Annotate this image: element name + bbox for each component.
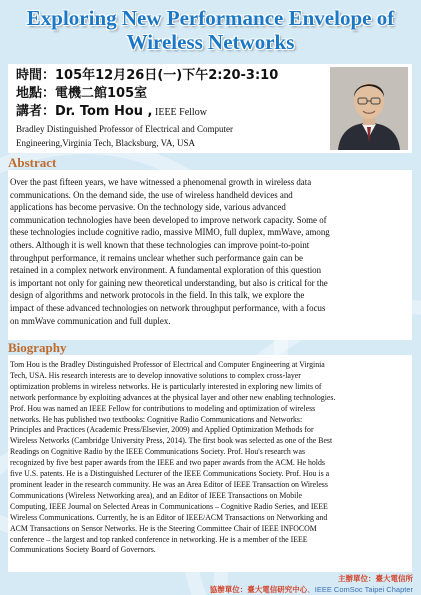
abstract-line: design of algorithms and network protocols in the field. In this talk, we explore the — [10, 290, 305, 301]
footer-organizer: 主辦單位：臺大電信所 — [338, 574, 413, 583]
page-title — [0, 6, 421, 54]
abstract-line: retained in a complex network environment. A fundamental exploration of this question — [10, 265, 322, 276]
biography-line: Tom Hou is the Bradley Distinguished Professor of Electrical and Computer Engineering at Virginia — [10, 360, 325, 369]
biography-line: Communications Society Board of Governors. — [10, 545, 156, 555]
biography-line: Readings on Cognitive Radio by the IEEE Communications Society. Prof. Hou's research was — [10, 447, 305, 457]
abstract-text — [10, 176, 408, 327]
biography-line: recognized by five best paper awards from the IEEE and two paper awards from the ACM. He holds — [10, 458, 325, 468]
speaker-photo — [330, 67, 408, 150]
talk-speaker — [16, 103, 207, 121]
abstract-line: communication technologies have been developed to improve network capacity. Some of — [10, 214, 327, 225]
abstract-line: is important not only for gaining new theoretical understanding, but also is critical for the — [10, 277, 328, 288]
abstract-heading: Abstract — [8, 155, 57, 170]
abstract-line: communications. On the demand side, the use of wireless handheld devices and — [10, 189, 293, 200]
biography-line: Communications (Wireless Networking area), and an Editor of IEEE Transactions on Mobile — [10, 490, 303, 500]
title-line-1: Exploring New Performance Envelope of — [26, 6, 395, 30]
talk-time: 時間：105年12月26日(一)下午2:20-3:10 — [16, 68, 279, 83]
talk-info-panel — [8, 64, 412, 153]
biography-line: network performance by exploiting advances at the physical layer and other new enabling technologies. — [10, 392, 336, 402]
abstract-line: on mmWave communication and full duplex. — [10, 315, 171, 326]
co-organizer-en: 、IEEE ComSoc Taipei Chapter — [307, 585, 413, 594]
biography-line: ACM Transactions on Sensor Networks. He is the Steering Committee Chair of IEEE INFOCOM — [10, 523, 317, 533]
talk-place: 地點：電機二館105室 — [16, 86, 148, 101]
speaker-name: 講者：Dr. Tom Hou , — [16, 104, 153, 119]
co-organizer-zh: 協辦單位：臺大電信研究中心 — [209, 585, 308, 594]
footer-co-organizer — [210, 584, 413, 595]
speaker-affiliation-1: Bradley Distinguished Professor of Electrical and Computer — [16, 124, 233, 134]
abstract-line: impact of these advanced technologies on network throughput performance, with a focus — [10, 302, 326, 313]
speaker-affiliation-2: Engineering,Virginia Tech, Blacksburg, VA, USA — [16, 138, 195, 148]
title-line-2: Wireless Networks — [126, 30, 295, 54]
biography-line: Prof. Hou was named an IEEE Fellow for contributions to modeling and optimization of wireless — [10, 403, 316, 413]
biography-heading: Biography — [8, 340, 67, 355]
biography-line: networks. He has published two textbooks: Cognitive Radio Communications and Networks: — [10, 414, 303, 424]
abstract-line: throughput performance, it remains unclear whether such performance gain can be — [10, 252, 303, 263]
speaker-title: IEEE Fellow — [152, 107, 207, 118]
biography-line: Principles and Practices (Academic Press/Elsevier, 2009) and Applied Optimization Methods for — [10, 425, 314, 435]
abstract-line: these technologies include cognitive radio, massive MIMO, full duplex, mmWave, among — [10, 227, 330, 238]
biography-line: Computing, IEEE Journal on Selected Areas in Communications – Cognitive Radio Series, and IEEE — [10, 501, 328, 511]
biography-line: Tech, USA. His research interests are to develop innovative solutions to complex cross-layer — [10, 370, 301, 380]
biography-line: prominent leader in the research community. He was an Area Editor of IEEE Transaction on Wireless — [10, 479, 328, 489]
biography-line: Wireless Networks (Cambridge University Press, 2014). The first book was selected as one of the Best — [10, 436, 333, 446]
biography-line: Wireless Communications. Currently, he is an Editor of IEEE/ACM Transactions on Networking and — [10, 512, 328, 522]
abstract-line: applications has become pervasive. On the technology side, various advanced — [10, 202, 286, 213]
biography-line: conference – the largest and top ranked conference in networking. He is a member of the IEEE — [10, 534, 308, 544]
biography-line: optimization problems in wireless networks. He is particularly interested in exploring new limits of — [10, 381, 322, 391]
biography-text — [10, 360, 408, 556]
biography-line: five U.S. patents. He is a Distinguished Lecturer of the IEEE Communications Society. Prof. Hou is a — [10, 469, 330, 479]
abstract-line: Over the past fifteen years, we have witnessed a phenomenal growth in wireless data — [10, 177, 312, 187]
abstract-line: others. Although it is well known that these technologies can improve point-to-point — [10, 239, 310, 250]
